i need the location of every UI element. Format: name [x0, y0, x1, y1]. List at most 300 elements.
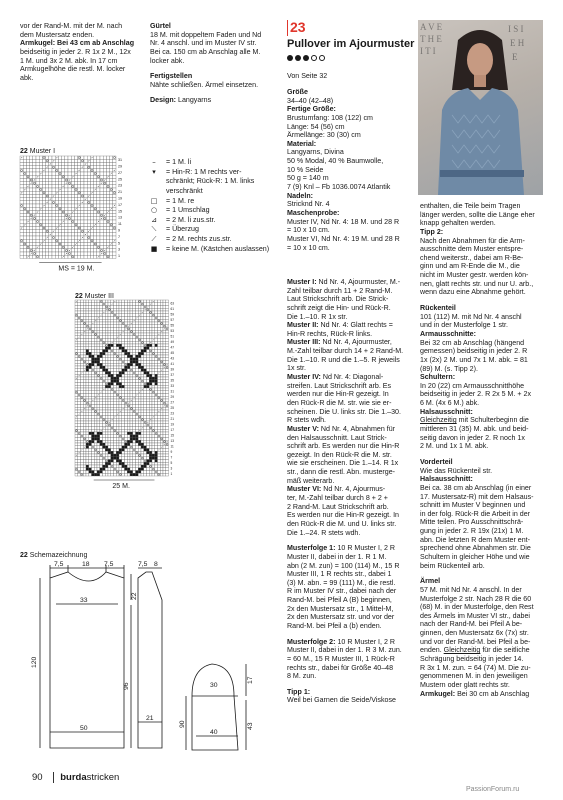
chart-cell — [97, 319, 100, 322]
chart-cell — [133, 303, 136, 306]
chart-cell — [103, 344, 106, 347]
chart-cell — [81, 471, 84, 474]
chart-cell — [130, 457, 133, 460]
chart-cell — [138, 460, 141, 463]
chart-cell — [108, 311, 111, 314]
text-line: Muster II, dabei in der 1. R 1 M. — [287, 552, 387, 561]
chart-cell — [68, 226, 71, 229]
chart-cell — [49, 185, 52, 188]
chart-cell — [144, 418, 147, 421]
chart-cell — [39, 175, 42, 178]
text-line: wenn dazu eine Abnahme gehört. — [420, 288, 526, 297]
chart-cell — [133, 460, 136, 463]
chart-cell — [92, 328, 95, 331]
chart-cell — [141, 306, 144, 309]
chart-cell — [160, 462, 163, 465]
chart-cell — [84, 252, 87, 255]
chart-cell — [130, 311, 133, 314]
chart-cell — [149, 314, 152, 317]
chart-cell — [166, 336, 169, 339]
dim-43: 43 — [247, 722, 254, 730]
chart-cell — [86, 473, 89, 476]
chart-cell — [136, 303, 139, 306]
chart-cell — [103, 394, 106, 397]
chart-cell — [114, 471, 117, 474]
chart-cell — [86, 385, 89, 388]
chart-cell — [125, 361, 128, 364]
chart-row-number: 59 — [170, 312, 175, 317]
chart-cell — [90, 207, 93, 210]
chart-cell — [133, 311, 136, 314]
chart-cell — [158, 471, 161, 474]
chart-cell — [81, 355, 84, 358]
chart-cell — [68, 169, 71, 172]
chart-cell — [84, 226, 87, 229]
chart-cell — [122, 352, 125, 355]
chart-cell — [62, 172, 65, 175]
chart-cell — [97, 361, 100, 364]
chart-cell — [33, 166, 36, 169]
chart-cell — [94, 462, 97, 465]
chart-cell — [130, 366, 133, 369]
chart-cell — [152, 336, 155, 339]
chart-cell — [111, 410, 114, 413]
chart-cell — [166, 383, 169, 386]
chart-cell — [78, 252, 81, 255]
chart-cell — [23, 249, 26, 252]
text-line: des Ärmels im Muster VI str., dabei — [420, 611, 530, 620]
chart-cell — [58, 252, 61, 255]
chart-cell — [97, 339, 100, 342]
chart-cell — [71, 162, 74, 165]
chart-cell — [141, 473, 144, 476]
text-line: Muster VI, Nd Nr. 4: 19 M. und 28 R — [287, 234, 400, 243]
chart-cell — [130, 435, 133, 438]
chart-cell — [89, 449, 92, 452]
chart-cell — [158, 355, 161, 358]
chart-cell — [147, 374, 150, 377]
chart-cell — [133, 350, 136, 353]
legend-text: = 2 M. rechts zus.str. — [166, 235, 232, 244]
chart-cell — [49, 217, 52, 220]
chart-cell — [100, 347, 103, 350]
chart-cell — [136, 377, 139, 380]
text-line: Zahl teilbar durch 11 + 2 Rand-M. — [287, 286, 393, 295]
chart-cell — [127, 333, 130, 336]
chart-cell — [78, 402, 81, 405]
chart-cell — [122, 380, 125, 383]
chart-cell — [105, 396, 108, 399]
chart-cell — [133, 347, 136, 350]
svg-text:E: E — [512, 52, 518, 62]
chart-cell — [42, 201, 45, 204]
chart-cell — [163, 380, 166, 383]
chart-cell — [81, 162, 84, 165]
chart-cell — [92, 374, 95, 377]
chart-cell — [39, 230, 42, 233]
chart-cell — [94, 156, 97, 159]
text-line: str., dann die restl. Abn. musterge- — [287, 468, 396, 477]
chart-cell — [90, 249, 93, 252]
chart-cell — [111, 473, 114, 476]
chart-cell — [133, 358, 136, 361]
chart-cell — [68, 159, 71, 162]
chart-cell — [108, 303, 111, 306]
chart-cell — [108, 355, 111, 358]
chart-cell — [78, 188, 81, 191]
chart-cell — [81, 460, 84, 463]
chart-cell — [58, 233, 61, 236]
chart-cell — [78, 198, 81, 201]
chart-cell — [49, 188, 52, 191]
chart-cell — [111, 300, 114, 303]
chart-cell — [94, 385, 97, 388]
chart-cell — [97, 424, 100, 427]
chart-cell — [155, 391, 158, 394]
chart-cell — [147, 363, 150, 366]
chart-row-number: 43 — [170, 356, 175, 361]
chart-cell — [130, 314, 133, 317]
chart-cell — [39, 198, 42, 201]
chart-cell — [149, 369, 152, 372]
chart-cell — [52, 204, 55, 207]
chart-cell — [105, 385, 108, 388]
chart-cell — [103, 462, 106, 465]
text-line: den Halsausschnitt. Laut Strick- — [287, 433, 387, 442]
text-line: Musterfolge 2 str. Nach 28 R die 60 — [420, 594, 532, 603]
chart-cell — [133, 454, 136, 457]
chart-cell — [105, 328, 108, 331]
chart-cell — [100, 194, 103, 197]
chart-cell — [94, 361, 97, 364]
chart-cell — [114, 319, 117, 322]
chart-cell — [166, 319, 169, 322]
chart-cell — [160, 383, 163, 386]
chart-cell — [158, 383, 161, 386]
text-line: Maschenprobe: — [287, 208, 340, 217]
chart-cell — [97, 443, 100, 446]
chart-cell — [110, 166, 113, 169]
chart-cell — [68, 236, 71, 239]
design-line: Design: Langyarns — [150, 96, 212, 105]
chart-cell — [83, 396, 86, 399]
chart-cell — [125, 460, 128, 463]
chart-cell — [71, 226, 74, 229]
chart-cell — [163, 385, 166, 388]
sleeve-outline — [192, 664, 238, 750]
chart-cell — [87, 156, 90, 159]
chart-cell — [155, 374, 158, 377]
chart-cell — [160, 429, 163, 432]
chart-cell — [127, 394, 130, 397]
chart-cell — [147, 330, 150, 333]
chart-cell — [166, 451, 169, 454]
chart-cell — [166, 347, 169, 350]
chart-cell — [94, 405, 97, 408]
dim-33: 33 — [80, 597, 88, 604]
chart-cell — [160, 396, 163, 399]
chart-cell — [125, 303, 128, 306]
chart-cell — [94, 252, 97, 255]
chart-cell — [92, 471, 95, 474]
chart-cell — [122, 429, 125, 432]
chart-cell — [89, 317, 92, 320]
chart-cell — [58, 255, 61, 258]
chart-cell — [100, 449, 103, 452]
chart-cell — [74, 162, 77, 165]
chart-cell — [127, 339, 130, 342]
chart-cell — [127, 468, 130, 471]
chart-cell — [78, 233, 81, 236]
chart-cell — [144, 380, 147, 383]
chart-cell — [97, 462, 100, 465]
text-line: Schultern in gleicher Höhe und wie — [420, 552, 530, 561]
chart-cell — [122, 355, 125, 358]
chart-cell — [83, 388, 86, 391]
chart-cell — [90, 178, 93, 181]
chart-cell — [122, 468, 125, 471]
chart-cell — [130, 339, 133, 342]
chart-cell — [108, 380, 111, 383]
chart-cell — [119, 366, 122, 369]
chart-cell — [71, 198, 74, 201]
chart-cell — [42, 172, 45, 175]
chart-cell — [30, 159, 33, 162]
chart-cell — [71, 201, 74, 204]
chart-cell — [65, 198, 68, 201]
chart-cell — [23, 204, 26, 207]
chart-cell — [119, 468, 122, 471]
chart-cell — [160, 410, 163, 413]
chart-cell — [119, 416, 122, 419]
chart-cell — [130, 405, 133, 408]
chart-cell — [133, 314, 136, 317]
chart-cell — [114, 336, 117, 339]
chart-cell — [58, 230, 61, 233]
chart-cell — [144, 352, 147, 355]
chart-cell — [110, 230, 113, 233]
chart-cell — [111, 322, 114, 325]
chart-cell — [138, 465, 141, 468]
chart-cell — [155, 328, 158, 331]
chart-cell — [155, 322, 158, 325]
chart-cell — [97, 333, 100, 336]
chart-cell — [81, 385, 84, 388]
chart-cell — [133, 366, 136, 369]
chart-cell — [144, 413, 147, 416]
chart-cell — [141, 372, 144, 375]
chart-cell — [166, 446, 169, 449]
chart-cell — [81, 366, 84, 369]
chart-cell — [81, 226, 84, 229]
chart-cell — [108, 457, 111, 460]
chart-cell — [122, 454, 125, 457]
chart-cell — [114, 372, 117, 375]
chart-cell — [89, 314, 92, 317]
chart-cell — [155, 377, 158, 380]
chart-cell — [149, 385, 152, 388]
chart-cell — [81, 300, 84, 303]
chart-cell — [147, 328, 150, 331]
chart-cell — [23, 239, 26, 242]
chart-cell — [92, 421, 95, 424]
chart-cell — [163, 446, 166, 449]
chart-cell — [158, 336, 161, 339]
chart-cell — [97, 383, 100, 386]
chart-cell — [138, 369, 141, 372]
chart-cell — [166, 311, 169, 314]
chart-cell — [111, 421, 114, 424]
chart-cell — [75, 424, 78, 427]
chart-cell — [78, 421, 81, 424]
chart-cell — [166, 438, 169, 441]
chart-cell — [144, 427, 147, 430]
chart-cell — [52, 233, 55, 236]
chart-cell — [108, 407, 111, 410]
chart-cell — [105, 380, 108, 383]
chart-cell — [122, 374, 125, 377]
chart-cell — [160, 303, 163, 306]
chart-cell — [75, 308, 78, 311]
chart-grid — [75, 300, 169, 476]
chart-row-number: 61 — [170, 306, 175, 311]
chart-cell — [144, 300, 147, 303]
chart-cell — [116, 402, 119, 405]
chart-cell — [166, 333, 169, 336]
chart-cell — [105, 361, 108, 364]
chart-cell — [30, 188, 33, 191]
chart-cell — [113, 201, 116, 204]
chart-cell — [119, 388, 122, 391]
chart-cell — [89, 300, 92, 303]
chart-cell — [152, 396, 155, 399]
chart-cell — [163, 462, 166, 465]
chart-cell — [103, 366, 106, 369]
chart-cell — [62, 207, 65, 210]
chart-cell — [58, 166, 61, 169]
chart-cell — [52, 246, 55, 249]
chart-cell — [158, 322, 161, 325]
chart-cell — [46, 198, 49, 201]
chart-cell — [152, 394, 155, 397]
chart-cell — [103, 446, 106, 449]
chart-cell — [130, 325, 133, 328]
chart-cell — [90, 194, 93, 197]
chart-cell — [52, 169, 55, 172]
chart-cell — [144, 473, 147, 476]
chart-cell — [105, 473, 108, 476]
chart-cell — [149, 405, 152, 408]
chart-cell — [78, 255, 81, 258]
chart-cell — [68, 191, 71, 194]
chart-cell — [20, 182, 23, 185]
chart-cell — [100, 317, 103, 320]
chart-cell — [136, 457, 139, 460]
chart-cell — [141, 374, 144, 377]
chart-cell — [163, 457, 166, 460]
chart-cell — [86, 457, 89, 460]
chart-row-number: 57 — [170, 317, 175, 322]
chart-cell — [78, 396, 81, 399]
chart-cell — [158, 407, 161, 410]
chart-cell — [119, 391, 122, 394]
chart-cell — [158, 394, 161, 397]
text-line: Ärmel — [420, 577, 441, 586]
chart-cell — [147, 438, 150, 441]
chart-cell — [155, 440, 158, 443]
chart-cell — [78, 468, 81, 471]
text-line: 101 (112) M. mit Nd Nr. 4 anschl — [420, 312, 522, 321]
dim-30: 30 — [210, 682, 218, 689]
chart-cell — [68, 246, 71, 249]
chart-cell — [108, 328, 111, 331]
chart-cell — [122, 328, 125, 331]
text-line: Rückenteil — [420, 304, 456, 313]
chart-row-number: 25 — [170, 405, 175, 410]
chart-cell — [114, 454, 117, 457]
chart-cell — [133, 451, 136, 454]
chart-cell — [71, 207, 74, 210]
chart-cell — [89, 374, 92, 377]
chart-cell — [136, 427, 139, 430]
chart-cell — [141, 440, 144, 443]
chart-cell — [81, 249, 84, 252]
chart-row-number: 31 — [118, 158, 123, 163]
chart-cell — [119, 427, 122, 430]
chart-cell — [103, 336, 106, 339]
chart-cell — [155, 405, 158, 408]
chart-cell — [92, 473, 95, 476]
chart-cell — [39, 255, 42, 258]
chart-row-number: 19 — [170, 422, 175, 427]
chart-cell — [160, 454, 163, 457]
chart-cell — [71, 204, 74, 207]
chart-cell — [30, 191, 33, 194]
chart-cell — [160, 308, 163, 311]
chart-cell — [108, 438, 111, 441]
chart-cell — [152, 369, 155, 372]
chart-cell — [166, 394, 169, 397]
chart-cell — [166, 449, 169, 452]
text-line: Es werden nur die Hin-R gezeigt. In — [287, 511, 399, 520]
chart-cell — [114, 341, 117, 344]
chart-cell — [46, 217, 49, 220]
chart-cell — [141, 317, 144, 320]
chart-cell — [36, 162, 39, 165]
chart-cell — [136, 372, 139, 375]
chart-cell — [163, 314, 166, 317]
chart-cell — [86, 432, 89, 435]
chart-cell — [133, 446, 136, 449]
chart-cell — [138, 361, 141, 364]
chart-cell — [86, 322, 89, 325]
chart-cell — [90, 217, 93, 220]
chart-cell — [108, 429, 111, 432]
chart-cell — [152, 457, 155, 460]
chart-cell — [89, 451, 92, 454]
text-line: Muster IV: Nd Nr. 4: Diagonal- — [287, 373, 384, 382]
chart-cell — [20, 198, 23, 201]
chart-cell — [94, 230, 97, 233]
chart-cell — [23, 252, 26, 255]
chart-cell — [141, 454, 144, 457]
chart-cell — [166, 322, 169, 325]
chart-cell — [155, 462, 158, 465]
text-line: schrift arb. Es werden nur die Hin-R — [287, 442, 400, 451]
chart-cell — [127, 377, 130, 380]
chart-cell — [89, 394, 92, 397]
chart-cell — [78, 214, 81, 217]
